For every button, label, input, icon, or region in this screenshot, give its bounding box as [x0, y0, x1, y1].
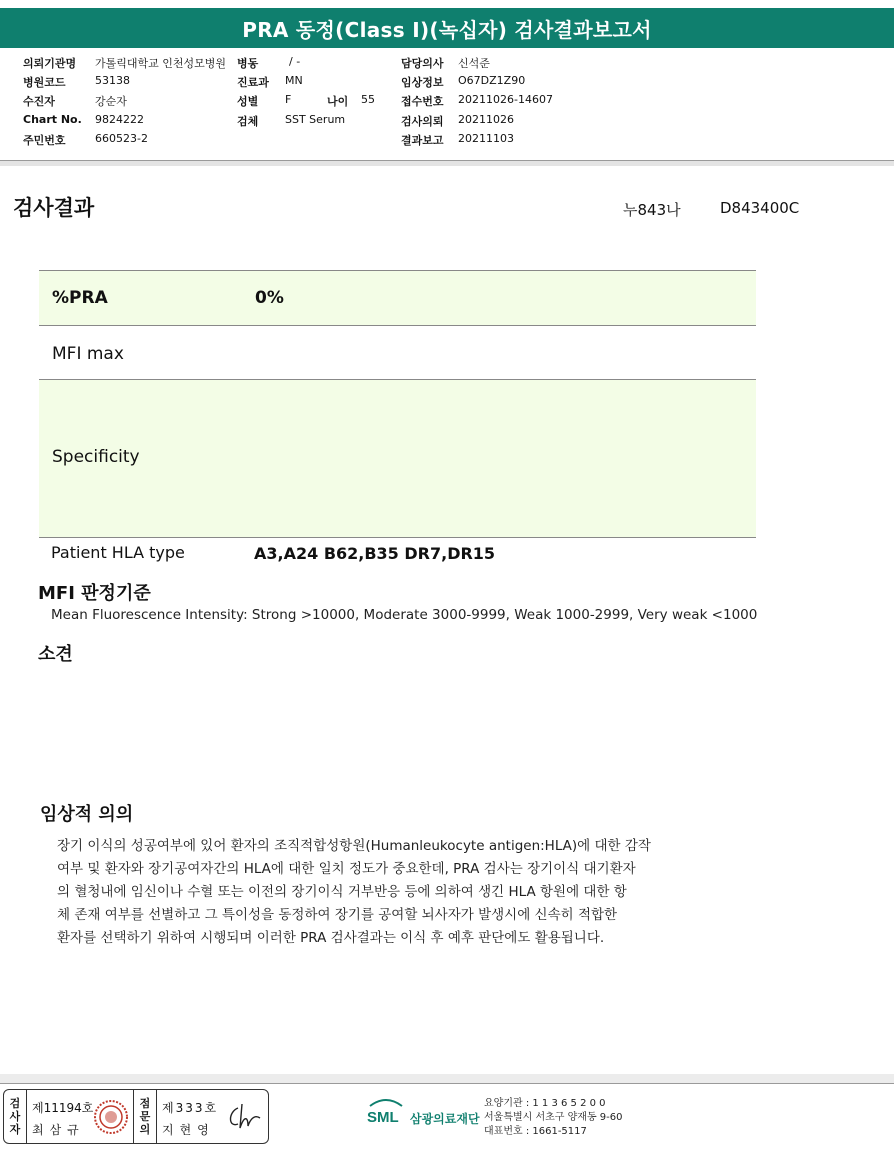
test-code-a: 누843나 — [623, 201, 681, 219]
results-heading: 검사결과 — [13, 196, 95, 220]
receipt-label: 접수번호 — [401, 95, 444, 108]
hla-value: A3,A24 B62,B35 DR7,DR15 — [254, 544, 496, 563]
pra-label: %PRA — [52, 288, 108, 308]
specimen-label: 검체 — [237, 115, 259, 128]
subject-value: 강순자 — [95, 95, 127, 108]
header-divider — [0, 160, 894, 166]
clinical-line: 장기 이식의 성공여부에 있어 환자의 조직적합성항원(Humanleukocyte antigen:HLA)에 대한 감작 — [57, 838, 651, 854]
resident-label: 주민번호 — [23, 134, 66, 147]
reviewer-name: 지현영 — [162, 1123, 215, 1137]
clinical-info-label: 임상정보 — [401, 76, 444, 89]
receipt-value: 20211026-14607 — [458, 93, 553, 106]
clinical-line: 체 존재 여부를 선별하고 그 특이성을 동정하여 장기를 공여할 뇌사자가 발생시에 신속히 적합한 — [57, 907, 618, 923]
tester-number: 제11194호 — [32, 1101, 94, 1115]
doctor-value: 신석준 — [458, 57, 490, 70]
pra-row — [39, 270, 756, 325]
clinical-line: 환자를 선택하기 위하여 시행되며 이러한 PRA 검사결과는 이식 후 예후 판단에도 활용됩니다. — [57, 930, 605, 946]
org-phone: 대표번호 : 1661-5117 — [484, 1126, 587, 1137]
hla-label: Patient HLA type — [51, 543, 185, 562]
seal-icon — [92, 1098, 130, 1136]
institution-label: 의뢰기관명 — [23, 57, 77, 70]
footer-divider — [0, 1074, 894, 1084]
org-info — [484, 1097, 623, 1139]
clinical-significance-heading: 임상적 의의 — [40, 804, 134, 825]
doctor-label: 담당의사 — [401, 57, 444, 70]
request-value: 20211026 — [458, 113, 514, 126]
clinical-info-value: O67DZ1Z90 — [458, 74, 526, 87]
pra-value: 0% — [255, 288, 284, 308]
ward-label: 병동 — [237, 57, 259, 70]
resident-value: 660523-2 — [95, 132, 148, 145]
sex-label: 성별 — [237, 95, 259, 108]
subject-label: 수진자 — [23, 95, 55, 108]
dept-label: 진료과 — [237, 76, 269, 89]
reviewer-label: 점 문 의 — [139, 1097, 151, 1136]
mfi-max-label: MFI max — [52, 344, 124, 364]
ward-value: / - — [289, 55, 301, 68]
age-label: 나이 — [327, 95, 349, 108]
org-name: 삼광의료재단 — [410, 1112, 480, 1126]
specimen-value: SST Serum — [285, 113, 346, 126]
report-date-label: 결과보고 — [401, 134, 444, 147]
report-title: PRA 동정(Class I)(녹십자) 검사결과보고서 — [0, 8, 894, 48]
signature-box — [3, 1089, 269, 1144]
tester-label: 검 사 자 — [9, 1097, 21, 1136]
dept-value: MN — [285, 74, 303, 87]
reviewer-number: 제333호 — [162, 1101, 219, 1115]
opinion-heading: 소견 — [38, 644, 73, 665]
clinical-line: 의 혈청내에 임신이나 수혈 또는 이전의 장기이식 거부반응 등에 의하여 생긴 HLA 항원에 대한 항 — [57, 884, 627, 900]
org-address: 서울특별시 서초구 양재동 9-60 — [484, 1112, 623, 1123]
sex-value: F — [285, 93, 292, 106]
sml-logo-icon — [366, 1096, 406, 1130]
clinical-line: 여부 및 환자와 장기공여자간의 HLA에 대한 일치 정도가 중요한데, PRA 검사는 장기이식 대기환자 — [57, 861, 636, 877]
table-bottom-rule — [39, 537, 756, 538]
age-value: 55 — [361, 93, 375, 106]
chart-label: Chart No. — [23, 113, 82, 126]
mfi-criteria-text: Mean Fluorescence Intensity: Strong >10000, Moderate 3000-9999, Weak 1000-2999, Very weak <1000 — [51, 607, 758, 623]
test-code-b: D843400C — [720, 199, 800, 217]
institution-value: 가톨릭대학교 인천성모병원 — [95, 57, 227, 70]
clinical-significance-text — [57, 835, 651, 950]
specificity-row — [39, 379, 756, 537]
report-date-value: 20211103 — [458, 132, 514, 145]
request-label: 검사의뢰 — [401, 115, 444, 128]
tester-name: 최삼규 — [32, 1123, 85, 1137]
org-code: 요양기관 : 1 1 3 6 5 2 0 0 — [484, 1098, 606, 1109]
chart-value: 9824222 — [95, 113, 144, 126]
handwritten-signature-icon — [224, 1098, 264, 1134]
hospital-code-label: 병원코드 — [23, 76, 66, 89]
specificity-label: Specificity — [52, 447, 140, 467]
mfi-max-row — [39, 325, 756, 379]
mfi-criteria-heading: MFI 판정기준 — [38, 583, 151, 604]
svg-text:SML: SML — [367, 1109, 399, 1126]
hospital-code-value: 53138 — [95, 74, 130, 87]
